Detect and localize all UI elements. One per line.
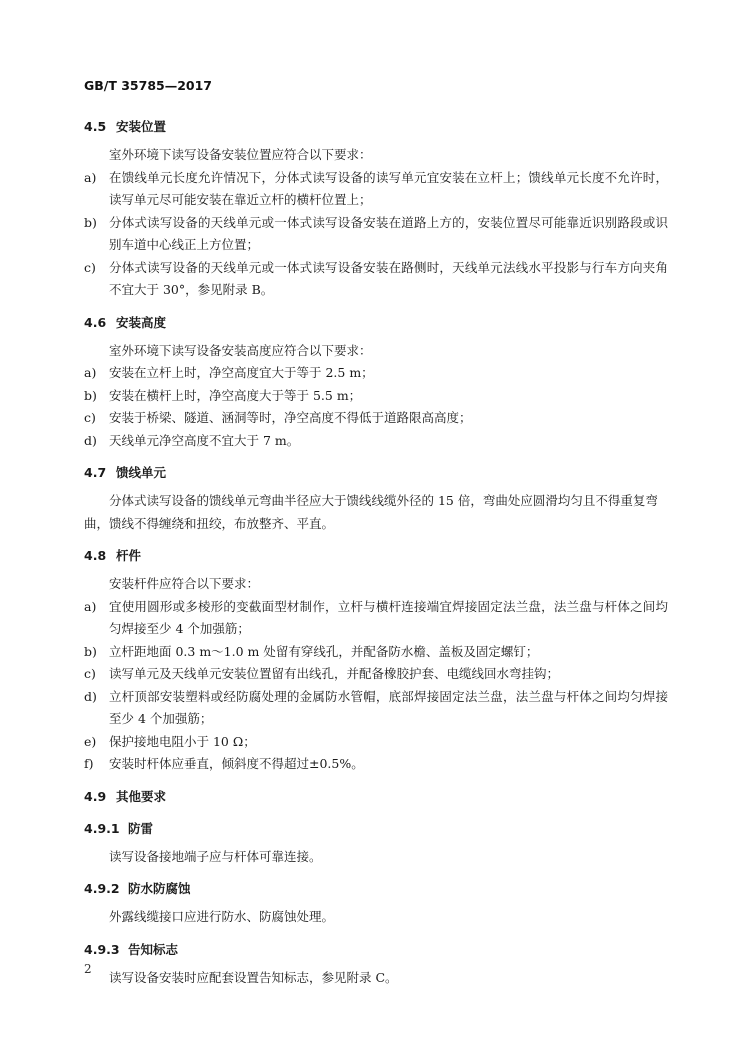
- section-heading-4-7: [84, 462, 668, 484]
- item-marker: d): [84, 688, 97, 704]
- item-text: 宜使用圆形或多棱形的变截面型材制作，立杆与横杆连接端宜焊接固定法兰盘，法兰盘与杆体之间均匀焊接至少 4 个加强筋；: [109, 598, 668, 636]
- list-item: [84, 663, 668, 686]
- list-item: [84, 407, 668, 430]
- section-paragraph: 分体式读写设备的馈线单元弯曲半径应大于馈线线缆外径的 15 倍，弯曲处应圆滑均匀且不得重复弯曲，馈线不得缠绕和扭绞，布放整齐、平直。: [84, 493, 658, 531]
- section-intro: 安装杆件应符合以下要求：: [109, 576, 260, 591]
- item-marker: b): [84, 387, 97, 403]
- list-item: [84, 753, 668, 776]
- section-title: 安装高度: [116, 314, 167, 330]
- item-marker: b): [84, 643, 97, 659]
- item-marker: a): [84, 598, 97, 614]
- list-item: [84, 686, 668, 731]
- subsection-heading-4-9-2: [84, 878, 668, 900]
- section-title: 其他要求: [116, 788, 167, 804]
- section-number: 4.7: [84, 465, 107, 480]
- subsection-number: 4.9.2: [84, 881, 120, 896]
- item-text: 在馈线单元长度允许情况下，分体式读写设备的读写单元宜安装在立杆上；馈线单元长度不允许时，读写单元尽可能安装在靠近立杆的横杆位置上；: [109, 169, 668, 207]
- requirement-list: [84, 596, 668, 776]
- requirement-list: [84, 362, 668, 452]
- subsection-title: 防雷: [128, 820, 154, 836]
- item-marker: d): [84, 432, 97, 448]
- item-text: 安装在立杆上时，净空高度宜大于等于 2.5 m；: [109, 365, 374, 380]
- list-item: [84, 641, 668, 664]
- list-item: [84, 596, 668, 641]
- subsection-title: 告知标志: [128, 941, 179, 957]
- item-text: 安装时杆体应垂直，倾斜度不得超过±0.5%。: [109, 756, 364, 771]
- item-text: 天线单元净空高度不宜大于 7 m。: [109, 432, 300, 448]
- item-text: 保护接地电阻小于 10 Ω；: [109, 733, 256, 749]
- item-marker: b): [84, 214, 97, 230]
- section-title: 杆件: [116, 548, 142, 563]
- subsection-number: 4.9.3: [84, 941, 120, 957]
- item-marker: c): [84, 666, 96, 681]
- item-text: 立杆距地面 0.3 m～1.0 m 处留有穿线孔，并配备防水檐、盖板及固定螺钉；: [109, 643, 539, 659]
- document-code: GB/T 35785—2017: [84, 78, 213, 93]
- section-title: 馈线单元: [116, 465, 167, 480]
- section-title: 安装位置: [116, 119, 167, 134]
- page-number: 2: [84, 962, 92, 976]
- item-text: 安装在横杆上时，净空高度大于等于 5.5 m；: [109, 387, 362, 403]
- item-marker: a): [84, 365, 97, 380]
- section-heading-4-9: [84, 786, 668, 808]
- subsection-paragraph: 读写设备接地端子应与杆体可靠连接。: [109, 848, 322, 864]
- subsection-heading-4-9-1: [84, 818, 668, 840]
- item-text: 安装于桥梁、隧道、涵洞等时，净空高度不得低于道路限高高度；: [109, 410, 472, 425]
- item-text: 分体式读写设备的天线单元或一体式读写设备安装在路侧时，天线单元法线水平投影与行车方向夹角不宜大于 30°，参见附录 B。: [109, 259, 668, 297]
- section-intro: 室外环境下读写设备安装位置应符合以下要求：: [109, 147, 372, 162]
- list-item: [84, 167, 668, 212]
- list-item: [84, 430, 668, 453]
- subsection-paragraph: 外露线缆接口应进行防水、防腐蚀处理。: [109, 909, 335, 924]
- item-marker: c): [84, 259, 96, 275]
- section-number: 4.6: [84, 314, 107, 330]
- item-marker: f): [84, 756, 94, 771]
- list-item: [84, 257, 668, 302]
- item-marker: a): [84, 169, 97, 185]
- list-item: [84, 212, 668, 257]
- item-text: 分体式读写设备的天线单元或一体式读写设备安装在道路上方的，安装位置尽可能靠近识别路段或识别车道中心线正上方位置；: [109, 214, 668, 252]
- requirement-list: [84, 167, 668, 302]
- item-marker: e): [84, 733, 97, 749]
- item-marker: c): [84, 410, 96, 425]
- list-item: [84, 731, 668, 754]
- subsection-title: 防水防腐蚀: [128, 881, 191, 896]
- section-heading-4-6: [84, 312, 668, 334]
- subsection-number: 4.9.1: [84, 820, 120, 836]
- section-heading-4-8: [84, 545, 668, 567]
- subsection-heading-4-9-3: [84, 939, 668, 961]
- subsection-paragraph: 读写设备安装时应配套设置告知标志，参见附录 C。: [109, 969, 398, 985]
- section-number: 4.9: [84, 788, 107, 804]
- section-number: 4.5: [84, 119, 107, 134]
- item-text: 立杆顶部安装塑料或经防腐处理的金属防水管帽，底部焊接固定法兰盘，法兰盘与杆体之间均匀焊接至少 4 个加强筋；: [109, 688, 668, 726]
- section-heading-4-5: [84, 116, 668, 138]
- section-intro: 室外环境下读写设备安装高度应符合以下要求：: [109, 342, 372, 358]
- list-item: [84, 362, 668, 385]
- document-body: [84, 116, 668, 989]
- item-text: 读写单元及天线单元安装位置留有出线孔，并配备橡胶护套、电缆线回水弯挂钩；: [109, 666, 560, 681]
- list-item: [84, 385, 668, 408]
- section-number: 4.8: [84, 548, 107, 563]
